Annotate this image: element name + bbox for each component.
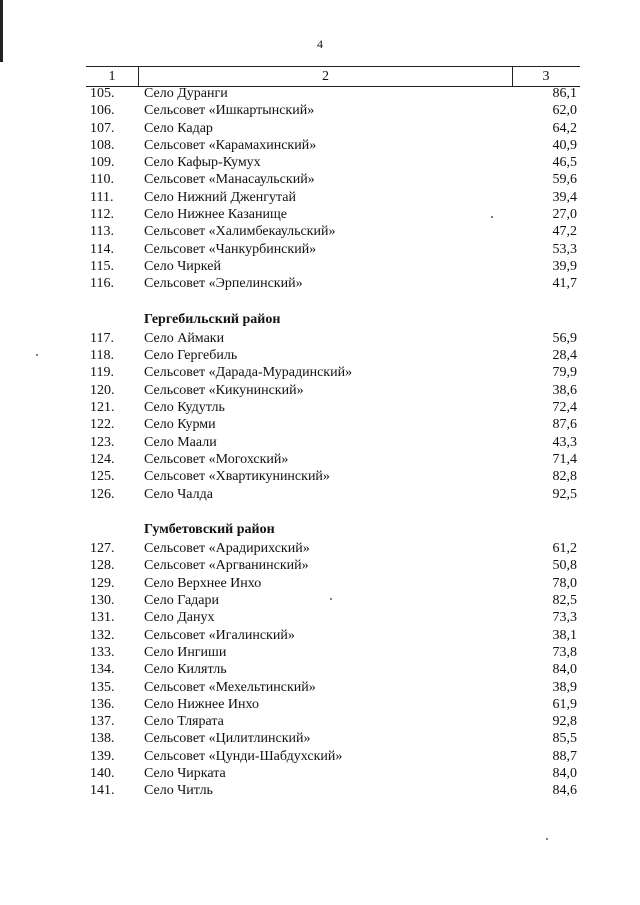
table-row bbox=[86, 189, 580, 206]
row-name: Село Чиркей bbox=[144, 258, 221, 274]
row-value: 79,9 bbox=[552, 365, 577, 381]
row-name: Село Кафыр-Кумух bbox=[144, 155, 261, 171]
table-body bbox=[86, 85, 580, 800]
row-number: 118. bbox=[90, 348, 114, 364]
row-name: Сельсовет «Цунди-Шабдухский» bbox=[144, 748, 343, 764]
row-number: 122. bbox=[90, 417, 115, 433]
row-value: 38,1 bbox=[552, 627, 577, 643]
row-number: 130. bbox=[90, 593, 115, 609]
row-number: 126. bbox=[90, 486, 115, 502]
table-row bbox=[86, 748, 580, 765]
table-row bbox=[86, 399, 580, 416]
row-value: 88,7 bbox=[552, 748, 577, 764]
row-value: 56,9 bbox=[552, 330, 577, 346]
row-name: Сельсовет «Игалинский» bbox=[144, 627, 295, 643]
row-value: 62,0 bbox=[552, 103, 577, 119]
table-row bbox=[86, 661, 580, 678]
row-name: Сельсовет «Арадирихский» bbox=[144, 541, 310, 557]
row-number: 116. bbox=[90, 276, 114, 292]
row-name: Село Чирката bbox=[144, 765, 226, 781]
row-number: 137. bbox=[90, 714, 115, 730]
row-number: 124. bbox=[90, 451, 115, 467]
row-value: 43,3 bbox=[552, 434, 577, 450]
table-row bbox=[86, 85, 580, 102]
row-value: 92,8 bbox=[552, 714, 577, 730]
row-name: Село Нижнее Казанище bbox=[144, 207, 287, 223]
row-value: 53,3 bbox=[552, 241, 577, 257]
scan-speck bbox=[546, 838, 548, 840]
header-col-3: 3 bbox=[542, 69, 550, 84]
row-value: 87,6 bbox=[552, 417, 577, 433]
row-number: 112. bbox=[90, 207, 114, 223]
row-number: 129. bbox=[90, 575, 115, 591]
table-header bbox=[86, 66, 580, 87]
table-row bbox=[86, 258, 580, 275]
row-number: 139. bbox=[90, 748, 115, 764]
table-row bbox=[86, 206, 580, 223]
section-gap bbox=[86, 293, 580, 311]
row-number: 114. bbox=[90, 241, 114, 257]
row-name: Село Гадари bbox=[144, 593, 219, 609]
table-row bbox=[86, 330, 580, 347]
row-number: 113. bbox=[90, 224, 114, 240]
row-name: Сельсовет «Могохский» bbox=[144, 451, 289, 467]
table-row bbox=[86, 557, 580, 574]
table-row bbox=[86, 592, 580, 609]
row-name: Село Тлярата bbox=[144, 714, 224, 730]
row-name: Сельсовет «Хвартикунинский» bbox=[144, 469, 330, 485]
row-number: 136. bbox=[90, 696, 115, 712]
table-row bbox=[86, 540, 580, 557]
header-col-1: 1 bbox=[108, 69, 116, 84]
row-name: Село Килятль bbox=[144, 662, 227, 678]
row-value: 28,4 bbox=[552, 348, 577, 364]
table-row bbox=[86, 137, 580, 154]
row-name: Сельсовет «Халимбекаульский» bbox=[144, 224, 336, 240]
row-value: 86,1 bbox=[552, 86, 577, 101]
row-value: 73,3 bbox=[552, 610, 577, 626]
row-value: 39,4 bbox=[552, 189, 577, 205]
row-number: 119. bbox=[90, 365, 114, 381]
row-number: 127. bbox=[90, 541, 115, 557]
table-row bbox=[86, 696, 580, 713]
table-row bbox=[86, 575, 580, 592]
row-value: 38,6 bbox=[552, 382, 577, 398]
row-value: 47,2 bbox=[552, 224, 577, 240]
row-value: 84,0 bbox=[552, 662, 577, 678]
table-row bbox=[86, 120, 580, 137]
row-number: 106. bbox=[90, 103, 115, 119]
table-row bbox=[86, 468, 580, 485]
table-row bbox=[86, 171, 580, 188]
row-value: 92,5 bbox=[552, 486, 577, 502]
row-value: 78,0 bbox=[552, 575, 577, 591]
row-number: 121. bbox=[90, 400, 115, 416]
row-number: 105. bbox=[90, 86, 115, 101]
table-row bbox=[86, 765, 580, 782]
row-value: 59,6 bbox=[552, 172, 577, 188]
header-col-2: 2 bbox=[138, 67, 513, 86]
row-value: 84,6 bbox=[552, 783, 577, 799]
row-number: 117. bbox=[90, 330, 114, 346]
row-number: 140. bbox=[90, 765, 115, 781]
row-number: 134. bbox=[90, 662, 115, 678]
row-value: 38,9 bbox=[552, 679, 577, 695]
row-number: 120. bbox=[90, 382, 115, 398]
row-number: 110. bbox=[90, 172, 114, 188]
row-value: 39,9 bbox=[552, 258, 577, 274]
table-row bbox=[86, 730, 580, 747]
row-name: Сельсовет «Манасаульский» bbox=[144, 172, 315, 188]
row-value: 72,4 bbox=[552, 400, 577, 416]
row-name: Село Ингиши bbox=[144, 644, 227, 660]
row-value: 82,8 bbox=[552, 469, 577, 485]
row-value: 84,0 bbox=[552, 765, 577, 781]
row-number: 133. bbox=[90, 644, 115, 660]
table-row bbox=[86, 644, 580, 661]
row-name: Сельсовет «Эрпелинский» bbox=[144, 276, 303, 292]
table-row bbox=[86, 154, 580, 171]
row-name: Сельсовет «Цилитлинский» bbox=[144, 731, 311, 747]
table-row bbox=[86, 679, 580, 696]
row-number: 107. bbox=[90, 120, 115, 136]
table-row bbox=[86, 416, 580, 433]
row-name: Село Курми bbox=[144, 417, 216, 433]
section-gap bbox=[86, 503, 580, 521]
row-value: 50,8 bbox=[552, 558, 577, 574]
table-row bbox=[86, 451, 580, 468]
row-name: Село Аймаки bbox=[144, 330, 225, 346]
row-number: 135. bbox=[90, 679, 115, 695]
table-row bbox=[86, 434, 580, 451]
row-name: Село Читль bbox=[144, 783, 213, 799]
row-number: 123. bbox=[90, 434, 115, 450]
row-value: 27,0 bbox=[552, 207, 577, 223]
scan-speck bbox=[330, 598, 332, 600]
table-row bbox=[86, 382, 580, 399]
row-number: 109. bbox=[90, 155, 115, 171]
row-value: 85,5 bbox=[552, 731, 577, 747]
table-row bbox=[86, 275, 580, 292]
table-row bbox=[86, 223, 580, 240]
scan-edge-mark bbox=[0, 0, 3, 62]
row-number: 108. bbox=[90, 137, 115, 153]
row-value: 64,2 bbox=[552, 120, 577, 136]
table-row bbox=[86, 782, 580, 799]
row-name: Село Гергебиль bbox=[144, 348, 238, 364]
row-name: Село Кудутль bbox=[144, 400, 225, 416]
section-title: Гергебильский район bbox=[144, 311, 281, 327]
row-number: 141. bbox=[90, 783, 115, 799]
row-value: 61,9 bbox=[552, 696, 577, 712]
row-number: 125. bbox=[90, 469, 115, 485]
scan-speck bbox=[36, 354, 38, 356]
row-number: 131. bbox=[90, 610, 115, 626]
row-name: Село Данух bbox=[144, 610, 215, 626]
table-row bbox=[86, 347, 580, 364]
row-name: Сельсовет «Дарада-Мурадинский» bbox=[144, 365, 353, 381]
row-value: 82,5 bbox=[552, 593, 577, 609]
row-name: Село Маали bbox=[144, 434, 217, 450]
row-name: Сельсовет «Мехельтинский» bbox=[144, 679, 316, 695]
row-name: Сельсовет «Карамахинский» bbox=[144, 137, 317, 153]
row-number: 111. bbox=[90, 189, 114, 205]
row-value: 46,5 bbox=[552, 155, 577, 171]
row-name: Село Нижнее Инхо bbox=[144, 696, 259, 712]
page-number: 4 bbox=[317, 37, 323, 51]
row-value: 71,4 bbox=[552, 451, 577, 467]
row-number: 132. bbox=[90, 627, 115, 643]
scan-speck bbox=[491, 216, 493, 218]
row-name: Сельсовет «Ишкартынский» bbox=[144, 103, 315, 119]
row-value: 61,2 bbox=[552, 541, 577, 557]
row-name: Сельсовет «Аргванинский» bbox=[144, 558, 309, 574]
row-name: Сельсовет «Кикунинский» bbox=[144, 382, 304, 398]
table-row bbox=[86, 713, 580, 730]
row-value: 41,7 bbox=[552, 276, 577, 292]
table-row bbox=[86, 364, 580, 381]
row-name: Село Нижний Дженгутай bbox=[144, 189, 296, 205]
row-name: Село Верхнее Инхо bbox=[144, 575, 262, 591]
row-name: Село Чалда bbox=[144, 486, 213, 502]
row-value: 73,8 bbox=[552, 644, 577, 660]
row-value: 40,9 bbox=[552, 137, 577, 153]
row-number: 115. bbox=[90, 258, 114, 274]
section-title: Гумбетовский район bbox=[144, 521, 275, 537]
row-number: 138. bbox=[90, 731, 115, 747]
row-name: Сельсовет «Чанкурбинский» bbox=[144, 241, 317, 257]
table-row bbox=[86, 627, 580, 644]
table-row bbox=[86, 102, 580, 119]
row-name: Село Дуранги bbox=[144, 86, 228, 101]
table-row bbox=[86, 241, 580, 258]
row-name: Село Кадар bbox=[144, 120, 213, 136]
row-number: 128. bbox=[90, 558, 115, 574]
table-row bbox=[86, 486, 580, 503]
table-row bbox=[86, 609, 580, 626]
